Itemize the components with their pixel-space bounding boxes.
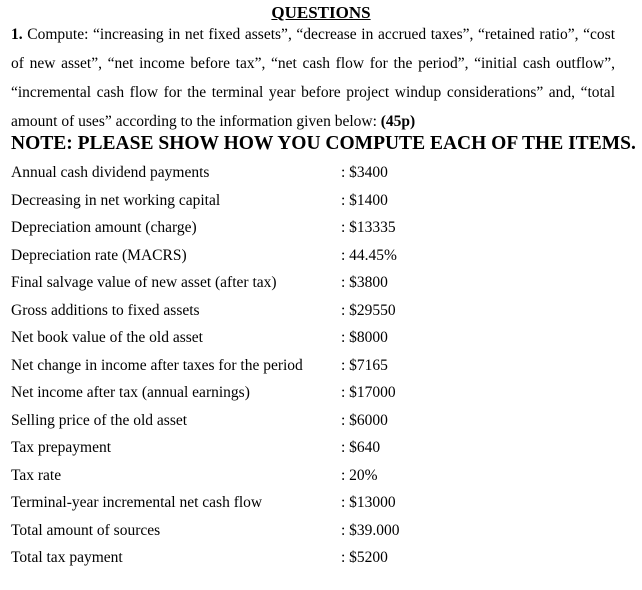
item-label: Annual cash dividend payments <box>11 164 210 181</box>
item-value: : $7165 <box>341 356 388 374</box>
list-item <box>11 520 631 548</box>
item-label: Tax rate <box>11 466 62 484</box>
item-value: : $8000 <box>341 329 388 346</box>
list-item <box>11 410 631 438</box>
item-value: : 20% <box>341 466 378 484</box>
item-label: Gross additions to fixed assets <box>11 301 200 319</box>
list-item <box>11 547 631 575</box>
item-value: : $13000 <box>341 494 396 511</box>
title-text: QUESTIONS <box>271 3 371 22</box>
item-label: Net income after tax (annual earnings) <box>11 384 250 401</box>
item-label: Net change in income after taxes for the period <box>11 356 303 374</box>
items-list <box>11 162 631 575</box>
list-item <box>11 465 631 493</box>
question-number: 1. <box>11 26 23 43</box>
item-label: Total tax payment <box>11 549 123 566</box>
item-value: : $17000 <box>341 384 396 401</box>
item-value: : $6000 <box>341 411 388 429</box>
list-item <box>11 245 631 273</box>
item-label: Depreciation amount (charge) <box>11 219 197 236</box>
item-value: : 44.45% <box>341 246 397 264</box>
list-item <box>11 437 631 465</box>
list-item <box>11 217 631 245</box>
item-value: : $1400 <box>341 191 388 209</box>
item-label: Final salvage value of new asset (after tax) <box>11 274 277 291</box>
item-label: Decreasing in net working capital <box>11 191 221 209</box>
item-value: : $3800 <box>341 274 388 291</box>
list-item <box>11 327 631 355</box>
item-label: Selling price of the old asset <box>11 411 188 429</box>
note-heading: NOTE: PLEASE SHOW HOW YOU COMPUTE EACH OF THE ITEMS. <box>11 133 636 154</box>
list-item <box>11 355 631 383</box>
item-value: : $640 <box>341 439 381 456</box>
list-item <box>11 272 631 300</box>
item-value: : $3400 <box>341 164 388 181</box>
item-value: : $39.000 <box>341 521 400 539</box>
question-points: (45p) <box>380 113 416 130</box>
item-label: Terminal-year incremental net cash flow <box>11 494 263 511</box>
item-label: Depreciation rate (MACRS) <box>11 246 187 264</box>
list-item <box>11 190 631 218</box>
item-label: Total amount of sources <box>11 521 161 539</box>
item-value: : $13335 <box>341 219 396 236</box>
item-value: : $29550 <box>341 301 396 319</box>
item-label: Net book value of the old asset <box>11 329 203 346</box>
item-value: : $5200 <box>341 549 388 566</box>
question-text: Compute: “increasing in net fixed assets”, “decrease in accrued taxes”, “retained ratio”, “cost of new asset”, “net income before tax”, “net cash flow for the period”, “initial cash outflow”, “incremental cash flow for the terminal year before project windup considerations” and, “total amount of uses” according to the information given below: <box>11 26 616 130</box>
item-label: Tax prepayment <box>11 439 112 456</box>
list-item <box>11 300 631 328</box>
list-item <box>11 492 631 520</box>
list-item <box>11 162 631 190</box>
list-item <box>11 382 631 410</box>
question-paragraph <box>11 20 615 136</box>
